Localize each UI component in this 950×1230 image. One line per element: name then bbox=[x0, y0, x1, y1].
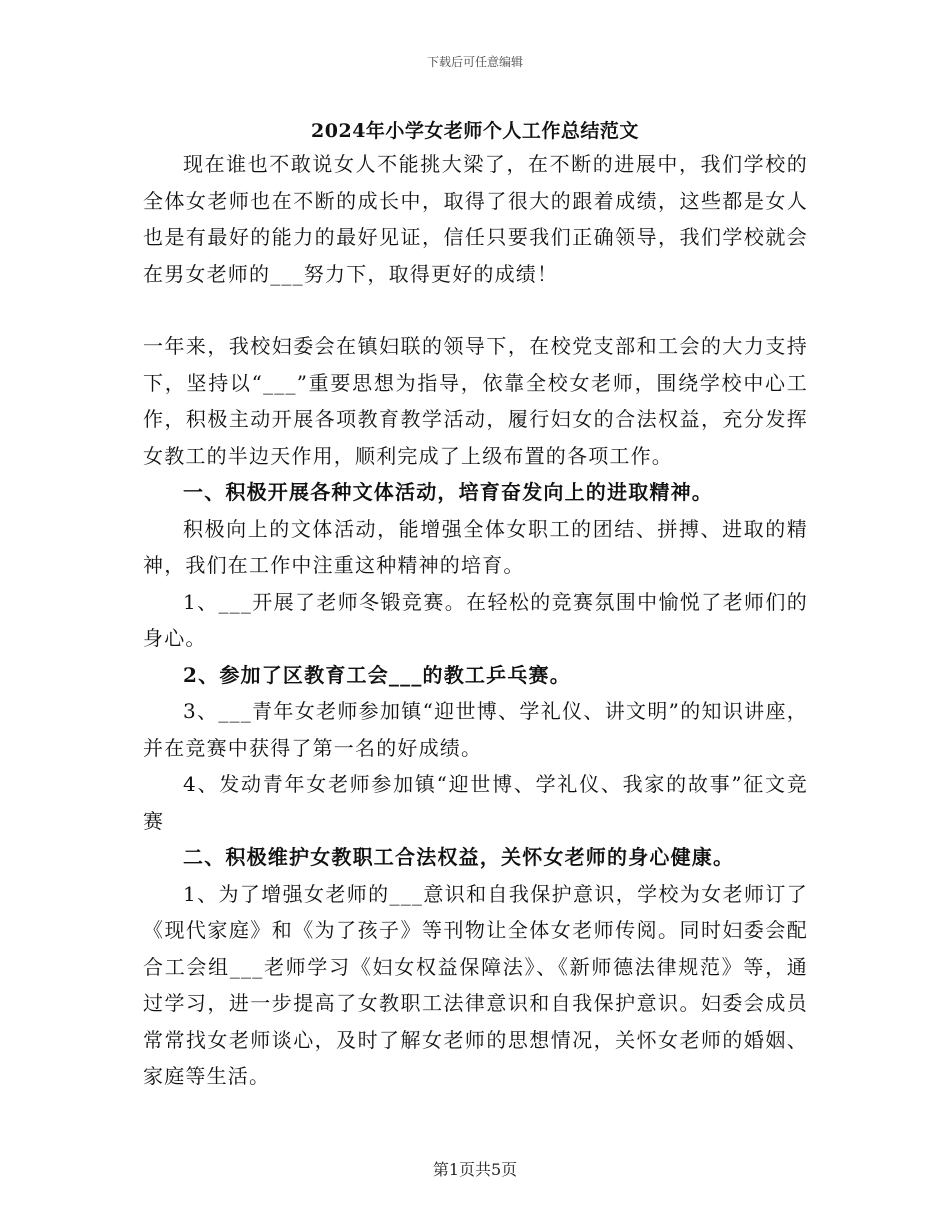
section-heading-1: 一、积极开展各种文体活动，培育奋发向上的进取精神。 bbox=[183, 480, 713, 504]
header-note: 下载后可任意编辑 bbox=[426, 55, 523, 69]
list-item-1-4: 4、发动青年女老师参加镇“迎世博、学礼仪、我家的故事”征文竞赛 bbox=[143, 772, 808, 833]
paragraph-overview: 一年来，我校妇委会在镇妇联的领导下，在校党支部和工会的大力支持下，坚持以“___”重要思想为指导，依靠全校女老师，围绕学校中心工作，积极主动开展各项教育教学活动，履行妇女的合法权益，充分发挥女教工的半边天作用，顺利完成了上级布置的各项工作。 bbox=[143, 334, 808, 468]
document-title: 2024年小学女老师个人工作总结范文 bbox=[311, 120, 639, 142]
list-item-1-2: 2、参加了区教育工会___的教工乒乓赛。 bbox=[183, 662, 571, 687]
document-body bbox=[143, 146, 808, 1095]
paragraph-intro: 现在谁也不敢说女人不能挑大梁了，在不断的进展中，我们学校的全体女老师也在不断的成长中，取得了很大的跟着成绩，这些都是女人也是有最好的能力的最好见证，信任只要我们正确领导，我们学校就会在男女老师的___努力下，取得更好的成绩！ bbox=[143, 152, 808, 286]
list-item-1-3: 3、___青年女老师参加镇“迎世博、学礼仪、讲文明”的知识讲座，并在竞赛中获得了第一名的好成绩。 bbox=[143, 699, 808, 760]
paragraph-section-1: 积极向上的文体活动，能增强全体女职工的团结、拼搏、进取的精神，我们在工作中注重这种精神的培育。 bbox=[143, 516, 808, 577]
list-item-1-1: 1、___开展了老师冬锻竞赛。在轻松的竞赛氛围中愉悦了老师们的身心。 bbox=[143, 589, 808, 650]
page-number: 第1页共5页 bbox=[432, 1160, 518, 1179]
list-item-2-1: 1、为了增强女老师的___意识和自我保护意识，学校为女老师订了《现代家庭》和《为了孩子》等刊物让全体女老师传阅。同时妇委会配合工会组___老师学习《妇女权益保障法》、《新师德法律规范》等，通过学习，进一步提高了女教职工法律意识和自我保护意识。妇委会成员常常找女老师谈心，及时了解女老师的思想情况，关怀女老师的婚姻、家庭等生活。 bbox=[143, 881, 808, 1088]
section-heading-2: 二、积极维护女教职工合法权益，关怀女老师的身心健康。 bbox=[183, 845, 735, 869]
